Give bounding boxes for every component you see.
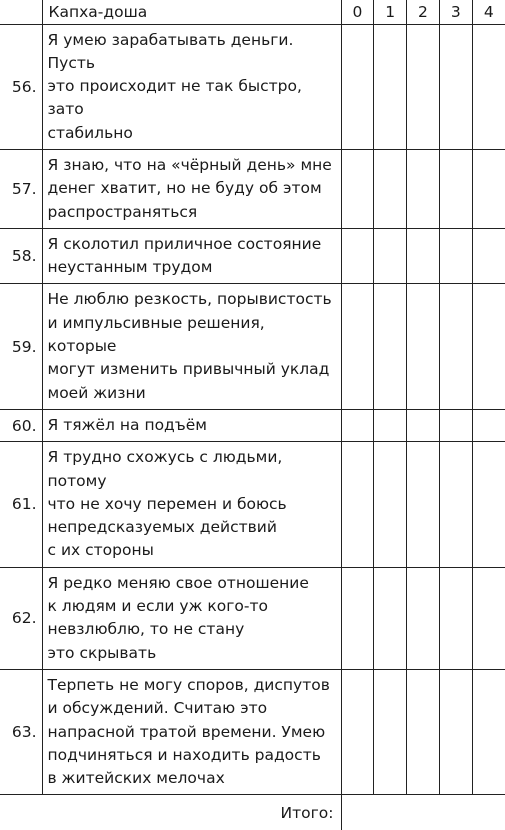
score-cell-1[interactable]	[374, 149, 407, 228]
score-cell-4[interactable]	[472, 149, 505, 228]
score-cell-4[interactable]	[472, 669, 505, 794]
score-cell-3[interactable]	[439, 567, 472, 669]
question-row	[0, 669, 505, 794]
score-cell-1[interactable]	[374, 284, 407, 409]
score-cell-1[interactable]	[374, 24, 407, 149]
question-number: 60.	[0, 409, 42, 441]
question-text: Не люблю резкость, порывистость и импульсивные решения, которые могут изменить привычный уклад моей жизни	[42, 284, 341, 409]
score-cell-3[interactable]	[439, 284, 472, 409]
score-cell-0[interactable]	[341, 442, 374, 567]
header-number-cell	[0, 0, 42, 24]
score-cell-1[interactable]	[374, 669, 407, 794]
score-cell-3[interactable]	[439, 442, 472, 567]
total-label: Итого:	[0, 795, 341, 830]
score-cell-4[interactable]	[472, 24, 505, 149]
question-text: Я знаю, что на «чёрный день» мне денег хватит, но не буду об этом распространяться	[42, 149, 341, 228]
score-cell-4[interactable]	[472, 567, 505, 669]
score-cell-1[interactable]	[374, 567, 407, 669]
score-cell-0[interactable]	[341, 149, 374, 228]
score-header-3: 3	[439, 0, 472, 24]
score-cell-4[interactable]	[472, 409, 505, 441]
question-text: Я тяжёл на подъём	[42, 409, 341, 441]
question-number: 61.	[0, 442, 42, 567]
score-cell-3[interactable]	[439, 669, 472, 794]
section-title: Капха-доша	[42, 0, 341, 24]
total-row	[0, 795, 505, 830]
score-cell-2[interactable]	[407, 669, 440, 794]
score-cell-3[interactable]	[439, 24, 472, 149]
score-cell-2[interactable]	[407, 567, 440, 669]
score-cell-4[interactable]	[472, 228, 505, 284]
score-header-0: 0	[341, 0, 374, 24]
score-cell-4[interactable]	[472, 442, 505, 567]
score-cell-2[interactable]	[407, 284, 440, 409]
question-text: Я сколотил приличное состояние неустанным трудом	[42, 228, 341, 284]
question-number: 58.	[0, 228, 42, 284]
score-cell-2[interactable]	[407, 24, 440, 149]
score-cell-2[interactable]	[407, 149, 440, 228]
question-row	[0, 442, 505, 567]
score-cell-0[interactable]	[341, 228, 374, 284]
question-row	[0, 284, 505, 409]
score-cell-0[interactable]	[341, 24, 374, 149]
score-cell-0[interactable]	[341, 669, 374, 794]
score-cell-0[interactable]	[341, 284, 374, 409]
question-text: Я умею зарабатывать деньги. Пусть это происходит не так быстро, зато стабильно	[42, 24, 341, 149]
score-cell-1[interactable]	[374, 228, 407, 284]
header-row	[0, 0, 505, 24]
score-cell-3[interactable]	[439, 409, 472, 441]
score-header-1: 1	[374, 0, 407, 24]
question-row	[0, 409, 505, 441]
question-row	[0, 149, 505, 228]
score-cell-0[interactable]	[341, 409, 374, 441]
question-row	[0, 24, 505, 149]
score-cell-3[interactable]	[439, 149, 472, 228]
score-header-2: 2	[407, 0, 440, 24]
score-cell-0[interactable]	[341, 567, 374, 669]
question-number: 62.	[0, 567, 42, 669]
score-cell-4[interactable]	[472, 284, 505, 409]
score-cell-3[interactable]	[439, 228, 472, 284]
question-number: 56.	[0, 24, 42, 149]
score-cell-1[interactable]	[374, 442, 407, 567]
score-cell-2[interactable]	[407, 442, 440, 567]
question-number: 63.	[0, 669, 42, 794]
question-number: 57.	[0, 149, 42, 228]
score-cell-2[interactable]	[407, 409, 440, 441]
question-row	[0, 567, 505, 669]
score-header-4: 4	[472, 0, 505, 24]
question-text: Терпеть не могу споров, диспутов и обсуждений. Считаю это напрасной тратой времени. Умею подчиняться и находить радость в житейских мелочах	[42, 669, 341, 794]
score-cell-1[interactable]	[374, 409, 407, 441]
question-row	[0, 228, 505, 284]
total-field[interactable]	[341, 795, 505, 830]
question-text: Я редко меняю свое отношение к людям и если уж кого-то невзлюблю, то не стану это скрывать	[42, 567, 341, 669]
question-text: Я трудно схожусь с людьми, потому что не хочу перемен и боюсь непредсказуемых действий с их стороны	[42, 442, 341, 567]
score-cell-2[interactable]	[407, 228, 440, 284]
question-number: 59.	[0, 284, 42, 409]
